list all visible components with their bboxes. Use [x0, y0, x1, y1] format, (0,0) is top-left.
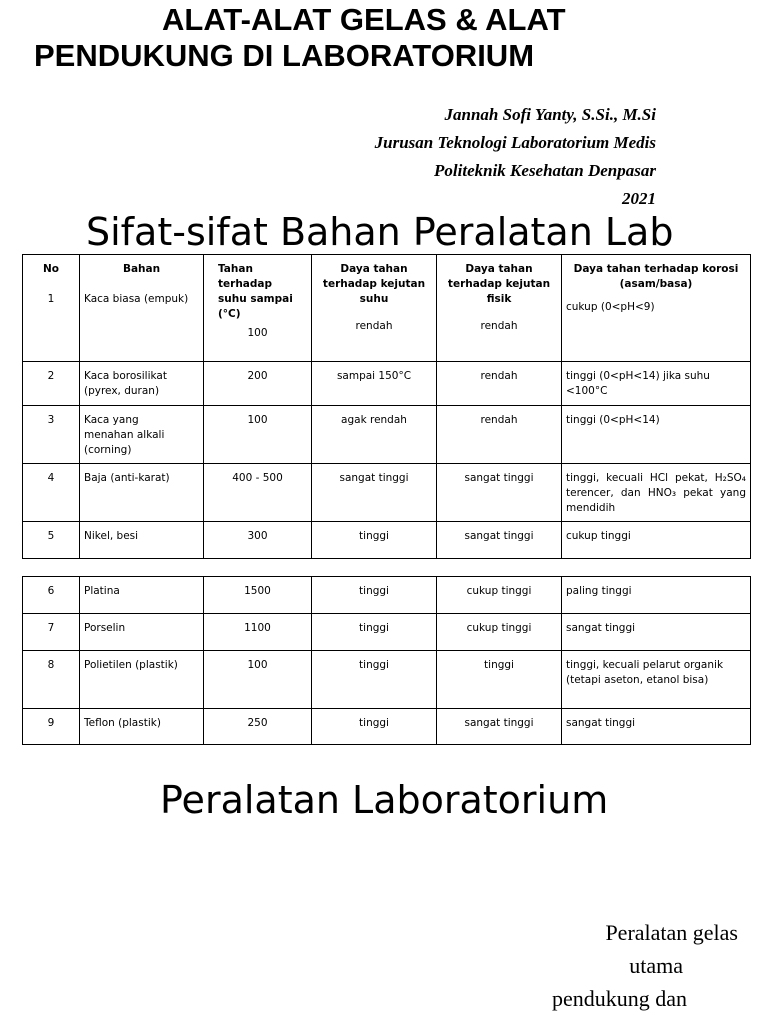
- cell-kejutan-suhu: tinggi: [312, 651, 437, 709]
- equipment-line-1: Peralatan gelas: [605, 920, 738, 945]
- section-title-lab-equipment: Peralatan Laboratorium: [160, 778, 609, 822]
- cell-kejutan-suhu: [312, 255, 437, 362]
- cell-bahan: Baja (anti-karat): [80, 464, 204, 522]
- cell-no: [23, 255, 80, 362]
- properties-table-part-2: [22, 576, 751, 745]
- cell-kejutan-fisik: cukup tinggi: [437, 577, 562, 614]
- cell-korosi: sangat tinggi: [562, 709, 751, 745]
- cell-no: 3: [23, 406, 80, 464]
- cell-no: 6: [23, 577, 80, 614]
- table-row: [23, 614, 751, 651]
- cell-kejutan-suhu: agak rendah: [312, 406, 437, 464]
- cell-kejutan-suhu: tinggi: [312, 709, 437, 745]
- cell-korosi: cukup tinggi: [562, 522, 751, 559]
- cell-korosi: paling tinggi: [562, 577, 751, 614]
- cell-bahan: [80, 255, 204, 362]
- cell-kejutan-fisik: [437, 255, 562, 362]
- cell-korosi: tinggi, kecuali pelarut organik (tetapi aseton, etanol bisa): [562, 651, 751, 709]
- cell-kejutan-suhu: sangat tinggi: [312, 464, 437, 522]
- cell-no: 4: [23, 464, 80, 522]
- document-title: [34, 2, 566, 74]
- cell-no: 8: [23, 651, 80, 709]
- cell-suhu: 250: [204, 709, 312, 745]
- section-title-material-properties: Sifat-sifat Bahan Peralatan Lab: [86, 210, 674, 254]
- cell-kejutan-suhu: sampai 150°C: [312, 362, 437, 406]
- header-no: No: [42, 263, 59, 275]
- table-row: [23, 255, 751, 362]
- cell-kejutan-fisik: tinggi: [437, 651, 562, 709]
- row-kejutan-suhu: rendah: [355, 320, 393, 332]
- table-row: [23, 709, 751, 745]
- cell-suhu: 1500: [204, 577, 312, 614]
- table-row: [23, 522, 751, 559]
- cell-kejutan-fisik: sangat tinggi: [437, 464, 562, 522]
- cell-suhu: 100: [204, 651, 312, 709]
- header-bahan: Bahan: [122, 263, 161, 275]
- cell-kejutan-fisik: cukup tinggi: [437, 614, 562, 651]
- cell-kejutan-suhu: tinggi: [312, 614, 437, 651]
- table-row: [23, 464, 751, 522]
- bahan-text: Kaca yang menahan alkali (corning): [84, 414, 165, 456]
- cell-suhu: 300: [204, 522, 312, 559]
- cell-bahan: Teflon (plastik): [80, 709, 204, 745]
- cell-bahan: Porselin: [80, 614, 204, 651]
- row-korosi: cukup (0<pH<9): [566, 301, 655, 313]
- cell-no: 9: [23, 709, 80, 745]
- cell-no: 7: [23, 614, 80, 651]
- cell-bahan: Nikel, besi: [80, 522, 204, 559]
- title-line-1: ALAT-ALAT GELAS & ALAT: [162, 2, 566, 37]
- row-no: 1: [47, 293, 55, 305]
- author-department: Jurusan Teknologi Laboratorium Medis: [374, 133, 656, 152]
- title-line-2: PENDUKUNG DI LABORATORIUM: [34, 38, 535, 73]
- cell-suhu: 400 - 500: [204, 464, 312, 522]
- cell-bahan: Kaca borosilikat (pyrex, duran): [80, 362, 204, 406]
- cell-bahan: Platina: [80, 577, 204, 614]
- properties-table-part-1: [22, 254, 751, 559]
- row-kejutan-fisik: rendah: [480, 320, 518, 332]
- cell-kejutan-fisik: rendah: [437, 406, 562, 464]
- header-kejutan-suhu: Daya tahan terhadap kejutan suhu: [322, 263, 426, 305]
- cell-korosi: [562, 255, 751, 362]
- equipment-line-3: pendukung dan: [551, 986, 687, 1011]
- header-kejutan-fisik: Daya tahan terhadap kejutan fisik: [447, 263, 551, 305]
- header-korosi: Daya tahan terhadap korosi (asam/basa): [573, 263, 739, 290]
- row-suhu: 100: [247, 327, 268, 339]
- author-institution: Politeknik Kesehatan Denpasar: [434, 161, 656, 180]
- cell-bahan: Polietilen (plastik): [80, 651, 204, 709]
- cell-korosi: sangat tinggi: [562, 614, 751, 651]
- cell-korosi: tinggi (0<pH<14): [562, 406, 751, 464]
- cell-no: 2: [23, 362, 80, 406]
- cell-kejutan-suhu: tinggi: [312, 522, 437, 559]
- cell-no: 5: [23, 522, 80, 559]
- cell-korosi: tinggi (0<pH<14) jika suhu <100°C: [562, 362, 751, 406]
- cell-suhu: [204, 255, 312, 362]
- row-bahan: Kaca biasa (empuk): [84, 293, 189, 305]
- table-row: [23, 406, 751, 464]
- header-tahan-suhu: Tahan terhadap suhu sampai (°C): [218, 263, 293, 320]
- table-row: [23, 577, 751, 614]
- author-name: Jannah Sofi Yanty, S.Si., M.Si: [444, 105, 656, 124]
- cell-bahan: [80, 406, 204, 464]
- cell-kejutan-fisik: sangat tinggi: [437, 709, 562, 745]
- cell-kejutan-fisik: rendah: [437, 362, 562, 406]
- cell-kejutan-fisik: sangat tinggi: [437, 522, 562, 559]
- cell-korosi: tinggi, kecuali HCl pekat, H₂SO₄ terencer, dan HNO₃ pekat yang mendidih: [562, 464, 751, 522]
- cell-kejutan-suhu: tinggi: [312, 577, 437, 614]
- equipment-line-2: utama: [629, 953, 683, 978]
- table-row: [23, 362, 751, 406]
- cell-suhu: 200: [204, 362, 312, 406]
- table-row: [23, 651, 751, 709]
- cell-suhu: 1100: [204, 614, 312, 651]
- author-year: 2021: [622, 189, 656, 208]
- cell-suhu: 100: [204, 406, 312, 464]
